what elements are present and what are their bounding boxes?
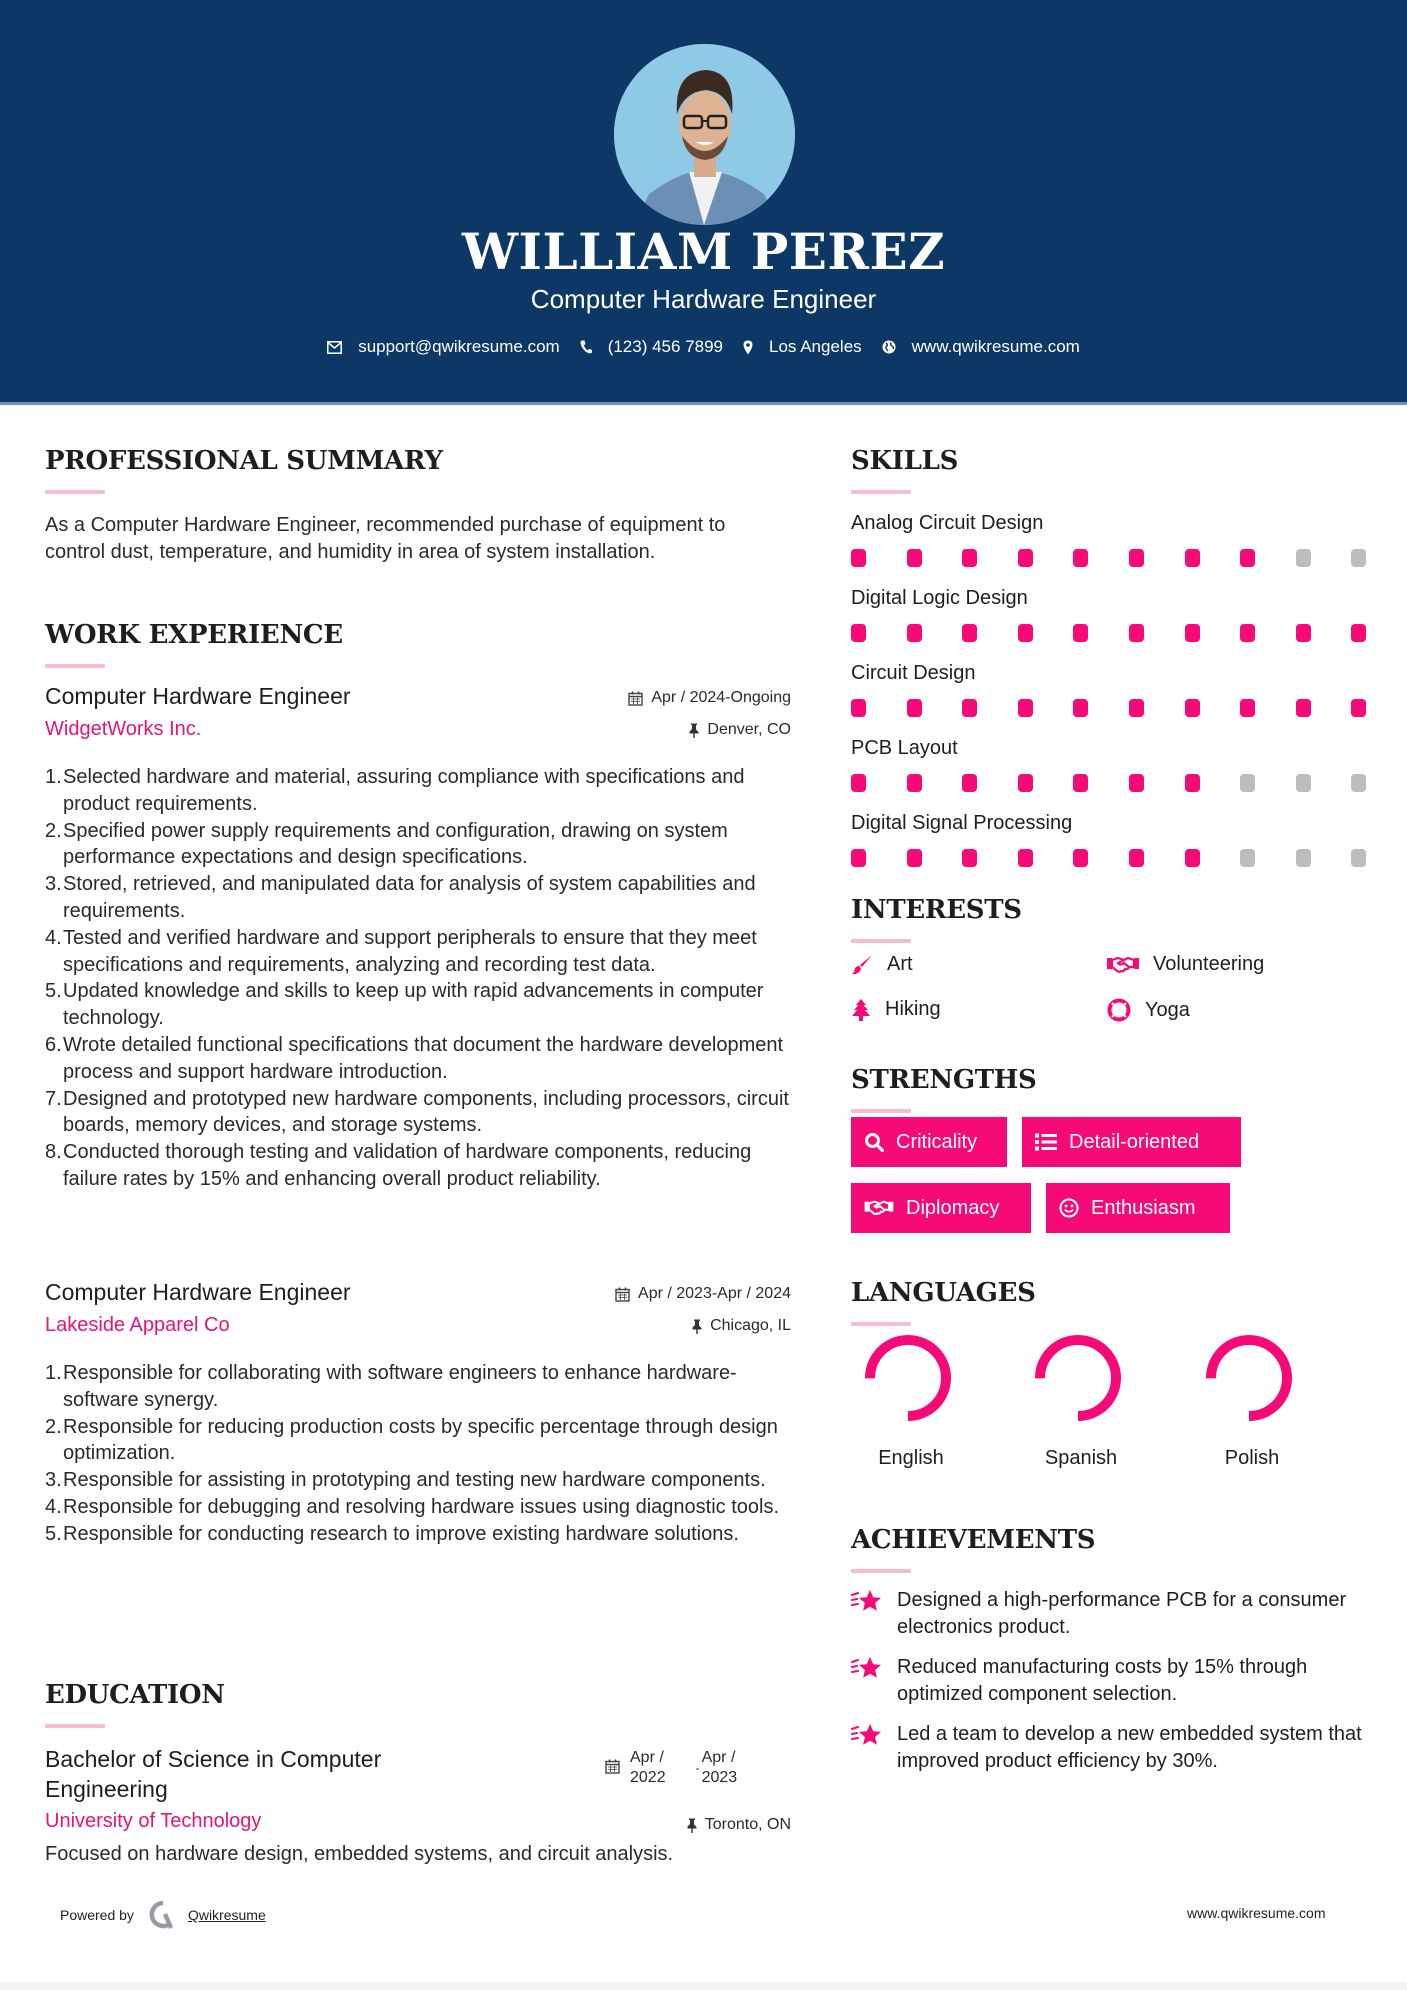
rating-dot-filled (1073, 549, 1088, 567)
search-icon (864, 1132, 884, 1152)
rating-dot-empty (1240, 849, 1255, 867)
school-name: University of Technology (45, 1810, 262, 1832)
skill-item (851, 512, 1371, 567)
achievement-item: Led a team to develop a new embedded system that improved product efficiency by 30%. (851, 1721, 1371, 1775)
rating-dot-filled (1018, 549, 1033, 567)
company-name: WidgetWorks Inc. (45, 718, 202, 740)
skill-name: Circuit Design (851, 662, 976, 684)
language-progress-ring (1199, 1328, 1319, 1428)
language-item (1192, 1328, 1312, 1470)
interest-volunteering: Volunteering (1107, 953, 1264, 976)
rating-dot-filled (1018, 699, 1033, 717)
rating-dot-filled (1240, 699, 1255, 717)
strength-chip: Diplomacy (851, 1183, 1031, 1233)
bullet-item: 4. Responsible for debugging and resolving hardware issues using diagnostic tools. (45, 1495, 779, 1518)
section-title: STRENGTHS (851, 1065, 1037, 1095)
bullet-item: 2. Specified power supply requirements and configuration, drawing on system performance expectations and design specifications. (45, 819, 728, 869)
rating-dot-filled (962, 549, 977, 567)
skill-name: Analog Circuit Design (851, 512, 1044, 534)
skill-rating (851, 624, 1371, 642)
language-item (851, 1328, 971, 1470)
rating-dot-filled (1018, 849, 1033, 867)
rating-dot-filled (1129, 849, 1144, 867)
bullet-item: 4. Tested and verified hardware and support peripherals to ensure that they meet specifications and requirements, analyzing and recording test data. (45, 926, 757, 976)
language-name: Polish (1224, 1447, 1280, 1469)
section-underline (45, 1724, 105, 1728)
rating-dot-filled (1296, 699, 1311, 717)
skill-rating (851, 549, 1371, 567)
rating-dot-filled (907, 699, 922, 717)
website-text: www.qwikresume.com (911, 337, 1080, 356)
powered-by: Powered by Qwikresume (60, 1900, 266, 1930)
bullet-item: 5. Updated knowledge and skills to keep up with rapid advancements in computer technology. (45, 980, 764, 1030)
section-underline (45, 490, 105, 494)
profile-photo (614, 44, 795, 225)
rating-dot-filled (962, 624, 977, 642)
header-divider (0, 402, 1407, 405)
email-text: support@qwikresume.com (358, 337, 560, 356)
skill-rating (851, 774, 1371, 792)
language-progress-ring (1028, 1328, 1148, 1428)
summary-text: As a Computer Hardware Engineer, recommended purchase of equipment to control dust, temperature, and humidity in area of system installation. (45, 514, 726, 563)
education-entry (45, 1744, 791, 1868)
rating-dot-empty (1296, 549, 1311, 567)
experience-section (45, 620, 791, 668)
bullet-item: 3. Stored, retrieved, and manipulated data for analysis of system capabilities and requirements. (45, 873, 756, 922)
rating-dot-filled (962, 849, 977, 867)
degree-title: Bachelor of Science in Computer Engineering (45, 1746, 382, 1802)
skill-item (851, 737, 1371, 792)
calendar-icon (628, 691, 643, 706)
skill-item (851, 662, 1371, 717)
languages-section (851, 1278, 1371, 1478)
interest-hiking: Hiking (851, 998, 941, 1021)
location-text: Denver, CO (707, 721, 791, 738)
section-title: PROFESSIONAL SUMMARY (45, 446, 443, 476)
section-title: EDUCATION (45, 1680, 225, 1710)
page-bottom-edge (0, 1982, 1407, 1990)
pushpin-icon (687, 1818, 697, 1833)
bullet-item: 8. Conducted thorough testing and validation of hardware components, reducing failure rates by 15% and enhancing overall product reliability. (45, 1141, 752, 1190)
rating-dot-filled (1296, 624, 1311, 642)
resume-header (0, 0, 1407, 404)
job-entry (45, 683, 791, 1193)
date-separator: - (695, 1761, 700, 1775)
rating-dot-filled (851, 549, 866, 567)
rating-dot-filled (907, 549, 922, 567)
skill-item (851, 587, 1371, 642)
rating-dot-filled (1073, 699, 1088, 717)
language-item (1021, 1328, 1141, 1470)
rating-dot-filled (1129, 624, 1144, 642)
pushpin-icon (689, 723, 699, 738)
phone-icon (580, 340, 592, 354)
strength-chip: Enthusiasm (1046, 1183, 1230, 1233)
location-text: Los Angeles (769, 337, 862, 356)
rating-dot-filled (851, 774, 866, 792)
achievement-item: Designed a high-performance PCB for a consumer electronics product. (851, 1587, 1371, 1641)
phone-text: (123) 456 7899 (607, 337, 724, 356)
rating-dot-filled (1073, 849, 1088, 867)
section-title: SKILLS (851, 446, 959, 476)
bullet-item: 5. Responsible for conducting research to improve existing hardware solutions. (45, 1522, 739, 1545)
job-location (689, 721, 791, 739)
calendar-icon (615, 1287, 630, 1302)
bullet-item: 1. Responsible for collaborating with software engineers to enhance hardware-software synergy. (45, 1362, 737, 1411)
skill-item (851, 812, 1371, 867)
skills-section (851, 446, 1371, 867)
rating-dot-empty (1351, 549, 1366, 567)
skill-name: PCB Layout (851, 737, 958, 759)
job-bullets (45, 1360, 791, 1548)
rating-dot-filled (851, 849, 866, 867)
achievement-item: Reduced manufacturing costs by 15% through optimized component selection. (851, 1654, 1371, 1708)
rating-dot-filled (962, 774, 977, 792)
calendar-icon (605, 1759, 620, 1774)
rating-dot-filled (907, 849, 922, 867)
contact-phone[interactable] (580, 337, 723, 357)
rating-dot-filled (1129, 699, 1144, 717)
dates-text: Apr / 2024-Ongoing (651, 689, 791, 706)
handshake-icon (864, 1199, 894, 1217)
contact-email[interactable] (327, 337, 560, 357)
tree-icon (851, 999, 871, 1021)
life-ring-icon (1107, 998, 1131, 1022)
rating-dot-filled (1185, 699, 1200, 717)
rating-dot-empty (1240, 774, 1255, 792)
qwikresume-link[interactable]: Qwikresume (187, 1907, 266, 1923)
section-title: ACHIEVEMENTS (851, 1525, 1096, 1555)
start-date: Apr / 2022 (630, 1749, 666, 1786)
list-icon (1035, 1133, 1057, 1151)
pushpin-icon (692, 1319, 702, 1334)
skill-rating (851, 849, 1371, 867)
dates-text: Apr / 2023-Apr / 2024 (638, 1285, 791, 1302)
strengths-section (851, 1065, 1371, 1245)
paintbrush-icon (851, 954, 873, 976)
section-title: LANGUAGES (851, 1278, 1036, 1308)
rating-dot-filled (1240, 549, 1255, 567)
contact-location (743, 337, 862, 357)
rating-dot-filled (1185, 849, 1200, 867)
company-name: Lakeside Apparel Co (45, 1314, 230, 1336)
rating-dot-filled (1185, 549, 1200, 567)
bullet-item: 1. Selected hardware and material, assuring compliance with specifications and product requirements. (45, 766, 745, 815)
language-name: Spanish (1044, 1447, 1118, 1469)
education-location (687, 1816, 791, 1834)
rating-dot-filled (1351, 624, 1366, 642)
section-underline (851, 939, 911, 943)
map-pin-icon (743, 340, 753, 355)
rating-dot-filled (1240, 624, 1255, 642)
section-underline (851, 490, 911, 494)
globe-icon (882, 340, 896, 354)
end-date: Apr / 2023 (701, 1749, 738, 1786)
handshake-icon (1107, 955, 1139, 975)
rating-dot-empty (1351, 849, 1366, 867)
job-location (692, 1317, 791, 1335)
rating-dot-filled (1185, 624, 1200, 642)
language-progress-ring (858, 1328, 978, 1428)
rating-dot-filled (962, 699, 977, 717)
rating-dot-filled (1018, 624, 1033, 642)
location-text: Toronto, ON (704, 1816, 791, 1833)
job-dates (628, 689, 791, 707)
qwikresume-logo-icon (148, 1900, 178, 1930)
envelope-icon (327, 341, 342, 354)
strength-chip: Detail-oriented (1022, 1117, 1241, 1167)
interest-yoga: Yoga (1107, 998, 1190, 1022)
star-icon (851, 1656, 883, 1682)
rating-dot-empty (1296, 849, 1311, 867)
job-dates (615, 1285, 791, 1303)
language-name: English (878, 1447, 944, 1469)
section-underline (851, 1109, 911, 1113)
skill-name: Digital Signal Processing (851, 812, 1073, 834)
job-bullets (45, 764, 791, 1193)
strength-chip: Criticality (851, 1117, 1007, 1167)
rating-dot-empty (1351, 774, 1366, 792)
rating-dot-filled (1185, 774, 1200, 792)
section-title: WORK EXPERIENCE (45, 620, 343, 650)
education-description: Focused on hardware design, embedded systems, and circuit analysis. (45, 1843, 674, 1865)
rating-dot-filled (851, 699, 866, 717)
candidate-name: WILLIAM PEREZ (461, 222, 946, 281)
bullet-item: 6. Wrote detailed functional specifications that document the hardware development process and support hardware introduction. (45, 1033, 784, 1083)
candidate-title: Computer Hardware Engineer (530, 284, 877, 314)
bullet-item: 7. Designed and prototyped new hardware components, including processors, circuit boards, memory devices, and storage systems. (45, 1087, 789, 1137)
rating-dot-filled (1129, 774, 1144, 792)
contact-bar (0, 337, 1407, 357)
footer-website[interactable]: www.qwikresume.com (1187, 1905, 1326, 1921)
rating-dot-filled (1018, 774, 1033, 792)
section-underline (851, 1569, 911, 1573)
skills-list (851, 512, 1371, 867)
education-section (45, 1680, 791, 1728)
rating-dot-filled (851, 624, 866, 642)
rating-dot-filled (907, 774, 922, 792)
rating-dot-filled (1073, 774, 1088, 792)
contact-website[interactable] (882, 337, 1080, 357)
section-underline (851, 1322, 911, 1326)
rating-dot-filled (1351, 699, 1366, 717)
interest-art: Art (851, 953, 913, 976)
summary-section (45, 446, 791, 566)
location-text: Chicago, IL (710, 1317, 791, 1334)
rating-dot-filled (1129, 549, 1144, 567)
achievements-section (851, 1525, 1371, 1855)
star-icon (851, 1589, 883, 1615)
interests-section (851, 895, 1371, 1025)
star-icon (851, 1723, 883, 1749)
job-entry (45, 1279, 791, 1548)
rating-dot-empty (1296, 774, 1311, 792)
education-dates (605, 1748, 737, 1788)
job-title: Computer Hardware Engineer (45, 1279, 351, 1305)
bullet-item: 3. Responsible for assisting in prototyping and testing new hardware components. (45, 1469, 766, 1492)
rating-dot-filled (907, 624, 922, 642)
skill-name: Digital Logic Design (851, 587, 1028, 609)
skill-rating (851, 699, 1371, 717)
section-title: INTERESTS (851, 895, 1022, 925)
section-underline (45, 664, 105, 668)
smile-icon (1059, 1198, 1079, 1218)
job-title: Computer Hardware Engineer (45, 683, 351, 709)
rating-dot-filled (1073, 624, 1088, 642)
bullet-item: 2. Responsible for reducing production costs by specific percentage through design optimization. (45, 1415, 778, 1465)
